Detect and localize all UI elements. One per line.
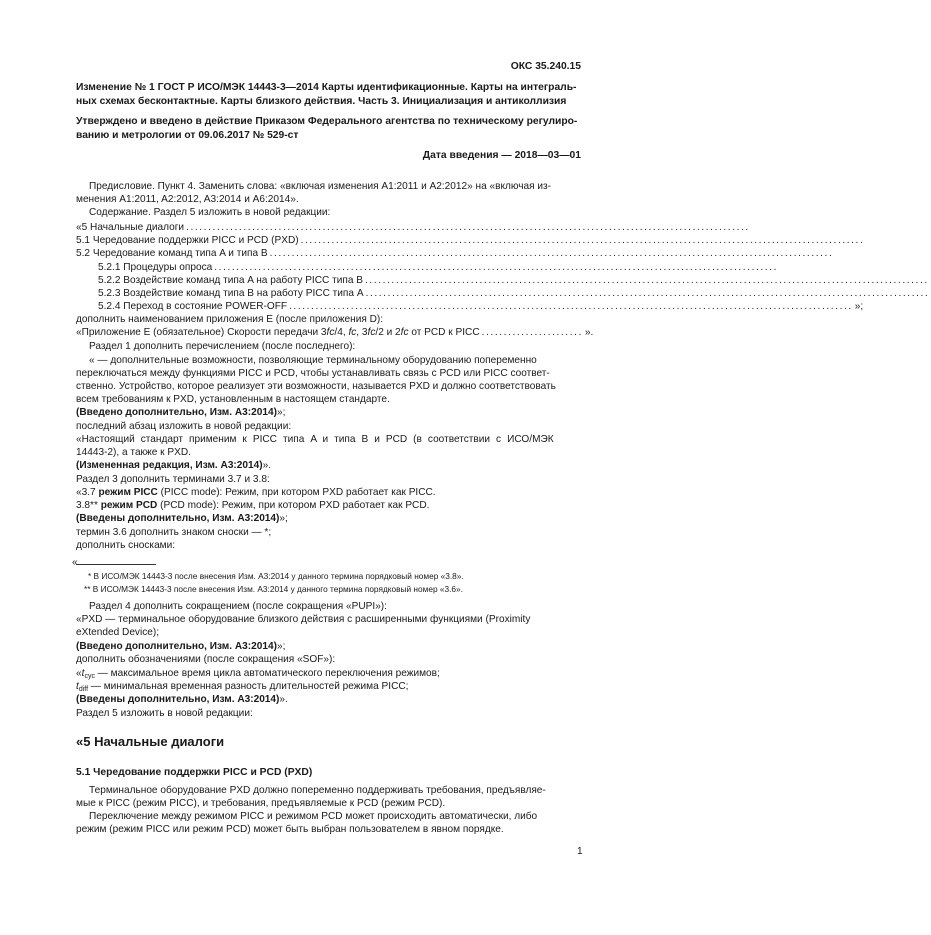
t-symbol: t — [81, 668, 85, 679]
amendment-title-line1: Изменение № 1 ГОСТ Р ИСО/МЭК 14443-3—2014 Карты идентификационные. Карты на интеграль- — [76, 82, 577, 93]
section4-add: Раздел 4 дополнить сокращением (после сокращения «PUPI»): — [89, 601, 387, 612]
fc-symbol: fc — [400, 327, 409, 338]
effective-date: Дата введения — 2018—03—01 — [422, 150, 581, 161]
enum-line4: всем требованиям к PXD, установленным в настоящем стандарте. — [76, 394, 390, 405]
toc-label: 5.2.1 Процедуры опроса — [98, 262, 213, 273]
footnote-rule — [76, 564, 156, 565]
introduced-label: (Введены дополнительно, Изм. A3:2014) — [76, 694, 280, 705]
last-para-intro: последний абзац изложить в новой редакции: — [76, 421, 292, 432]
pxd-def-line2: eXtended Device); — [76, 627, 160, 638]
appendix-e-text: /4, — [334, 327, 349, 338]
term-3-8 — [76, 500, 429, 512]
closing-mark: »; — [276, 407, 286, 418]
term-number: «3.7 — [76, 487, 99, 498]
term-definition: (PICC mode): Режим, при котором PXD работает как PICC. — [157, 487, 436, 498]
term-3-7 — [76, 487, 436, 499]
toc-label: 5.2.3 Воздействие команд типа B на работу PICC типа A — [98, 288, 364, 299]
footnote-open-quote: « — [72, 557, 78, 568]
cyc-subscript: cyc — [84, 673, 95, 680]
toc-entry: 5.2.4 Переход в состояние POWER-OFF ................................................................................................................................ »; — [98, 301, 864, 312]
approval-line1: Утверждено и введено в действие Приказом Федерального агентства по техническому регулиро- — [76, 116, 578, 127]
standard-line1: «Настоящий стандарт применим к PICC типа A и типа B и PCD (в соответствии с ИСО/МЭК — [76, 434, 554, 445]
enum-line1: « — дополнительные возможности, позволяющие терминальному оборудованию попеременно — [89, 355, 537, 366]
toc-entry: «5 Начальные диалоги ................................................................................................................................ — [76, 222, 750, 233]
toc-entry: 5.2.2 Воздействие команд типа A на работу PICC типа B ................................................................................................................................ — [98, 275, 929, 286]
approval-line2: ванию и метрологии от 09.06.2017 № 529-ст — [76, 130, 299, 141]
body-5-1-line1: Терминальное оборудование PXD должно попеременно поддерживать требования, предъявляе- — [89, 785, 546, 796]
body-5-1-line2: мые к PICC (режим PICC), и требования, предъявляемые к PCD (режим PCD). — [76, 798, 446, 809]
term-name: режим PCD — [100, 500, 158, 511]
toc-label: 5.2.2 Воздействие команд типа A на работу PICC типа B — [98, 275, 363, 286]
toc-entry: 5.2.3 Воздействие команд типа B на работу PICC типа A ................................................................................................................................ — [98, 288, 930, 299]
changed-label: (Измененная редакция, Изм. A3:2014) — [76, 460, 263, 471]
preface-line1: Предисловие. Пункт 4. Заменить слова: «включая изменения A1:2011 и A2:2012» на «включая из- — [89, 181, 552, 192]
appendix-name-intro: дополнить наименованием приложения E (после приложения D): — [76, 314, 384, 325]
section1-add: Раздел 1 дополнить перечислением (после последнего): — [89, 341, 356, 352]
pxd-def-line1: «PXD — терминальное оборудование близкого действия с расширенными функциями (Proximity — [76, 614, 531, 625]
body-5-1-line3: Переключение между режимом PICC и режимом PCD может происходить автоматически, либо — [89, 811, 538, 822]
closing-mark: »; — [276, 641, 286, 652]
introduced-label: (Введено дополнительно, Изм. A3:2014) — [76, 641, 277, 652]
add-symbols: дополнить обозначениями (после сокращения «SOF»): — [76, 654, 336, 665]
closing-mark: »; — [279, 513, 288, 524]
introduced-note-plural — [76, 694, 288, 706]
closing-mark: ». — [279, 694, 288, 705]
add-footnotes: дополнить сносками: — [76, 540, 176, 551]
amendment-title-line2: ных схемах бесконтактные. Карты близкого действия. Часть 3. Инициализация и антиколлизия — [76, 96, 567, 107]
enum-line3: ственно. Устройство, которое реализует эти возможности, называется PXD и должно соответствовать — [76, 381, 556, 392]
body-5-1-line4: режим (режим PICC или режим PCD) может быть выбран пользователем в явном порядке. — [76, 824, 504, 835]
introduced-note — [76, 407, 285, 419]
toc-label: 5.2 Чередование команд типа A и типа B — [76, 248, 268, 259]
changed-note — [76, 460, 271, 472]
section3-add: Раздел 3 дополнить терминами 3.7 и 3.8: — [76, 474, 270, 485]
fc-symbol: fc — [367, 327, 376, 338]
footnote-2: ** В ИСО/МЭК 14443-3 после внесения Изм. A3:2014 у данного термина порядковый номер «3.6». — [84, 584, 463, 594]
closing-mark: ». — [262, 460, 272, 471]
heading-section-5: «5 Начальные диалоги — [76, 734, 225, 749]
toc-label: 5.2.4 Переход в состояние POWER-OFF — [98, 301, 288, 312]
appendix-e-text: , 3 — [356, 327, 368, 338]
appendix-e-text: /2 и 2 — [375, 327, 401, 338]
diff-subscript: diff — [78, 686, 89, 693]
appendix-e-pre: «Приложение E (обязательное) Скорости передачи 3 — [76, 327, 327, 338]
heading-section-5-1: 5.1 Чередование поддержки PICC и PCD (PXD) — [76, 767, 313, 778]
term-3-6-note: термин 3.6 дополнить знаком сноски — *; — [76, 527, 272, 538]
preface-line2: менения A1:2011, A2:2012, A3:2014 и A6:2014». — [76, 194, 299, 205]
page-number: 1 — [577, 846, 583, 857]
fc-symbol: fc — [326, 327, 335, 338]
toc-tail: »; — [854, 301, 864, 312]
toc-entry: 5.1 Чередование поддержки PICC и PCD (PXD) ................................................................................................................................ — [76, 235, 865, 246]
toc-label: «5 Начальные диалоги — [76, 222, 185, 233]
enum-line2: переключаться между функциями PICC и PCD, чтобы устанавливать связь с PCD или PICC соответ- — [76, 368, 550, 379]
section5-new: Раздел 5 изложить в новой редакции: — [76, 708, 253, 719]
toc-entry: 5.2.1 Процедуры опроса ................................................................................................................................ — [98, 262, 779, 273]
appendix-e-tail: ». — [584, 327, 594, 338]
term-name: режим PICC — [98, 487, 158, 498]
introduced-label: (Введены дополнительно, Изм. A3:2014) — [76, 513, 280, 524]
term-definition: (PCD mode): Режим, при котором PXD работает как PCD. — [157, 500, 430, 511]
appendix-e-entry: «Приложение E (обязательное) Скорости передачи 3fc/4, fc, 3fc/2 и 2fc от PCD к PICC ....................... ». — [76, 327, 594, 338]
symbol-definition: — минимальная временная разность длительностей режима PICC; — [88, 681, 409, 692]
term-number: 3.8** — [76, 500, 101, 511]
open-quote: « — [76, 668, 82, 679]
fc-symbol: fc — [348, 327, 357, 338]
okc-code: ОКС 35.240.15 — [510, 61, 581, 72]
toc-label: 5.1 Чередование поддержки PICC и PCD (PXD) — [76, 235, 299, 246]
contents-intro: Содержание. Раздел 5 изложить в новой редакции: — [89, 207, 331, 218]
introduced-note — [76, 641, 285, 653]
appendix-e-text: от PCD к PICC — [408, 327, 480, 338]
introduced-label: (Введено дополнительно, Изм. A3:2014) — [76, 407, 277, 418]
standard-line2: 14443-2), а также к PXD. — [76, 447, 191, 458]
symbol-definition: — максимальное время цикла автоматического переключения режимов; — [94, 668, 440, 679]
t-symbol: t — [76, 681, 79, 692]
footnote-1: * В ИСО/МЭК 14443-3 после внесения Изм. A3:2014 у данного термина порядковый номер «3.8». — [88, 571, 464, 581]
toc-entry: 5.2 Чередование команд типа A и типа B ................................................................................................................................ — [76, 248, 834, 259]
introduced-note-plural — [76, 513, 288, 525]
